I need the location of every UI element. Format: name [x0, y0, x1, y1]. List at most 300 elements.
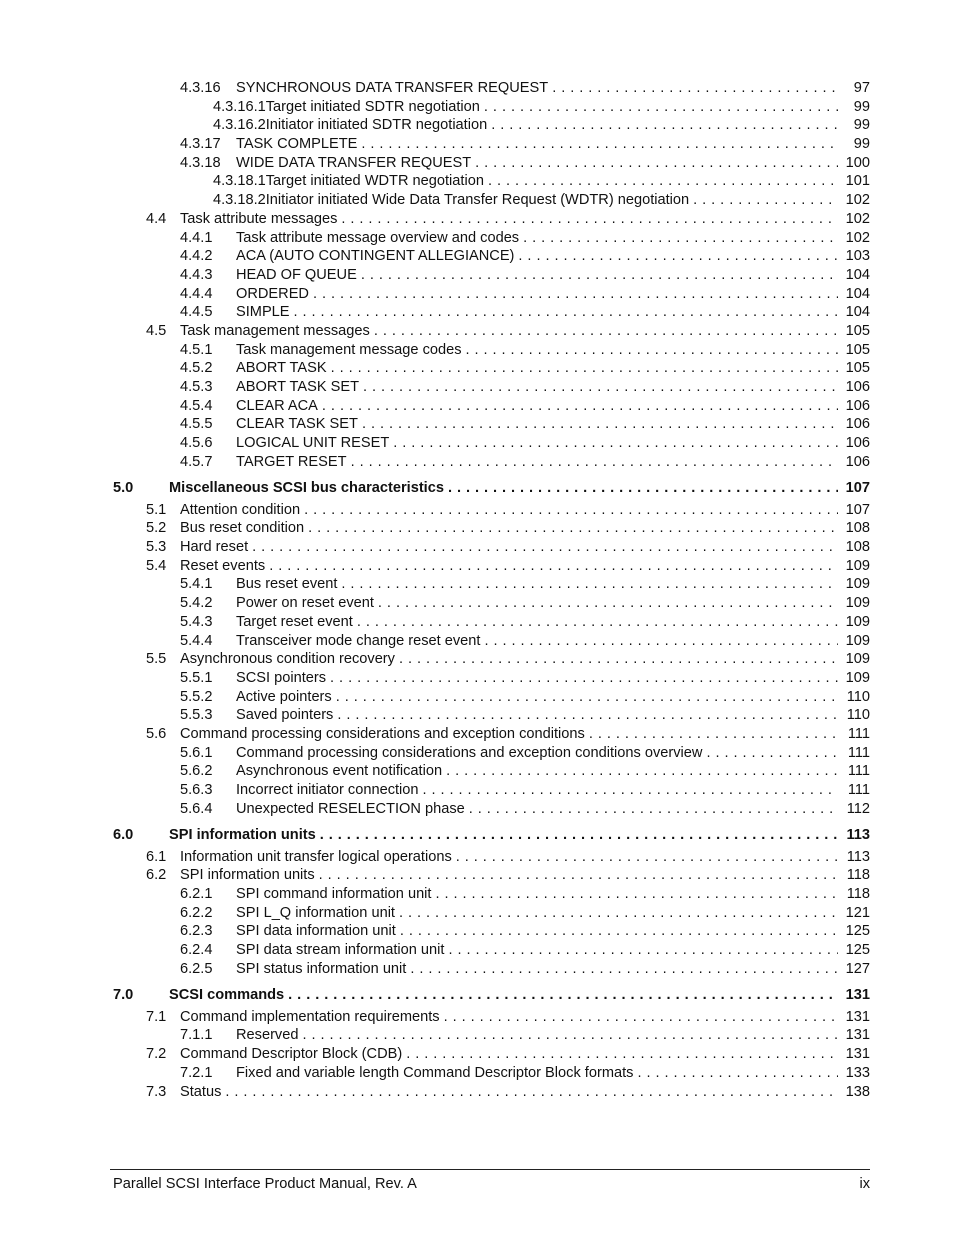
toc-entry — [213, 191, 870, 210]
toc-entry-number: 4.5.3 — [180, 379, 213, 395]
toc-entry-number: 7.2.1 — [180, 1064, 213, 1081]
toc-page-number: 111 — [847, 744, 870, 761]
toc-entry-title: Bus reset event — [236, 576, 338, 593]
toc-entry — [236, 941, 870, 960]
toc-entry-number: 4.5.2 — [180, 360, 213, 377]
toc-entry — [236, 434, 870, 453]
toc-entry-row[interactable] — [0, 706, 954, 725]
dot-leader — [406, 1045, 838, 1064]
toc-entry-title: SPI L_Q information unit — [236, 904, 395, 921]
toc-page-number: 106 — [845, 453, 870, 470]
dot-leader — [320, 826, 838, 845]
dot-leader — [361, 266, 838, 285]
toc-entry-title: Power on reset event — [236, 595, 374, 612]
toc-chapter-row[interactable] — [0, 986, 954, 1005]
toc-entry-row[interactable] — [0, 904, 954, 923]
dot-leader — [518, 247, 838, 266]
dot-leader — [357, 613, 838, 632]
toc-entry-title: ORDERED — [236, 285, 309, 302]
toc-page-number: 125 — [845, 923, 870, 940]
toc-entry-row[interactable] — [0, 538, 954, 557]
toc-entry-title: Asynchronous event notification — [236, 763, 443, 780]
dot-leader — [446, 762, 838, 781]
toc-entry — [180, 848, 870, 867]
toc-entry-title: Active pointers — [236, 688, 332, 705]
toc-entry-title: SPI command information unit — [236, 886, 432, 903]
toc-entry-row[interactable] — [0, 866, 954, 885]
toc-entry-title: Status — [180, 1083, 222, 1100]
toc-entry-title: CLEAR ACA — [236, 397, 318, 414]
toc-page-number: 105 — [845, 322, 870, 339]
toc-entry-number: 5.6.2 — [180, 763, 213, 780]
toc-entry-row[interactable] — [0, 688, 954, 707]
toc-entry-row[interactable] — [0, 781, 954, 800]
toc-page-number: 106 — [845, 435, 870, 452]
toc-entry — [180, 650, 870, 669]
toc-entry-row[interactable] — [0, 229, 954, 248]
dot-leader — [466, 341, 838, 360]
dot-leader — [484, 632, 838, 651]
toc-entry-row[interactable] — [0, 575, 954, 594]
toc-entry — [180, 210, 870, 229]
toc-entry-number: 7.1 — [146, 1008, 167, 1025]
toc-entry-title: Miscellaneous SCSI bus characteristics — [169, 480, 444, 497]
toc-entry — [236, 1064, 870, 1083]
toc-entry-row[interactable] — [0, 415, 954, 434]
toc-page-number: 109 — [845, 651, 870, 668]
toc-entry-number: 4.5 — [146, 322, 167, 339]
toc-page-number: 131 — [845, 1046, 870, 1063]
toc-entry-number: 6.2.3 — [180, 923, 213, 940]
toc-entry-number: 5.4.1 — [180, 576, 213, 593]
toc-entry-number: 6.2.4 — [180, 942, 213, 959]
toc-entry — [236, 762, 870, 781]
toc-page-number: 102 — [845, 210, 870, 227]
toc-entry — [169, 986, 870, 1005]
toc-entry-title: Unexpected RESELECTION phase — [236, 800, 465, 817]
toc-entry — [180, 866, 870, 885]
toc-page-number: 111 — [847, 763, 870, 780]
toc-entry — [236, 960, 870, 979]
toc-entry-number: 7.2 — [146, 1046, 167, 1063]
toc-entry-number: 7.0 — [113, 987, 134, 1004]
toc-page-number: 118 — [846, 886, 870, 903]
footer-divider — [110, 1169, 870, 1170]
toc-entry — [236, 266, 870, 285]
dot-leader — [330, 669, 838, 688]
toc-entry-row[interactable] — [0, 800, 954, 819]
toc-entry-number: 4.5.1 — [180, 341, 213, 358]
toc-page-number: 118 — [846, 867, 870, 884]
dot-leader — [288, 986, 838, 1005]
toc-entry-title: ABORT TASK SET — [236, 379, 360, 395]
toc-entry — [180, 1008, 870, 1027]
dot-leader — [336, 688, 838, 707]
toc-entry-row[interactable] — [0, 501, 954, 520]
dot-leader — [319, 866, 838, 885]
toc-entry-row[interactable] — [0, 557, 954, 576]
toc-entry-row[interactable] — [0, 359, 954, 378]
dot-leader — [337, 706, 838, 725]
toc-entry — [213, 172, 870, 191]
toc-chapter-row[interactable] — [0, 479, 954, 498]
dot-leader — [313, 285, 838, 304]
toc-page-number: 102 — [845, 192, 870, 209]
toc-entry-number: 5.4 — [146, 557, 167, 574]
toc-entry-row[interactable] — [0, 922, 954, 941]
toc-entry-title: CLEAR TASK SET — [236, 416, 358, 433]
toc-entry-number: 6.1 — [146, 848, 167, 865]
toc-entry — [236, 397, 870, 416]
toc-entry-row[interactable] — [0, 1008, 954, 1027]
toc-page-number: 110 — [846, 688, 870, 705]
toc-page-number: 106 — [845, 416, 870, 433]
toc-entry — [169, 479, 870, 498]
toc-entry-row[interactable] — [0, 341, 954, 360]
toc-page-number: 131 — [845, 987, 870, 1004]
toc-entry-row[interactable] — [0, 116, 954, 135]
toc-page-number: 107 — [845, 501, 870, 518]
dot-leader — [423, 781, 838, 800]
dot-leader — [331, 359, 838, 378]
toc-entry-title: SPI information units — [180, 867, 315, 884]
toc-page-number: 112 — [846, 800, 870, 817]
toc-entry-title-text: Target initiated SDTR negotiation — [265, 98, 480, 115]
toc-page-number: 103 — [845, 248, 870, 265]
toc-entry-number: 4.4.4 — [180, 285, 213, 302]
toc-entry — [236, 229, 870, 248]
toc-entry — [180, 1045, 870, 1064]
toc-entry-row[interactable] — [0, 725, 954, 744]
toc-entry-number: 6.2.5 — [180, 960, 213, 977]
toc-entry-number: 5.5.2 — [180, 688, 213, 705]
toc-entry-row[interactable] — [0, 744, 954, 763]
dot-leader — [491, 116, 838, 135]
toc-entry-title: Saved pointers — [236, 707, 334, 724]
toc-entry-row[interactable] — [0, 191, 954, 210]
toc-entry-row[interactable] — [0, 397, 954, 416]
toc-entry-row[interactable] — [0, 1064, 954, 1083]
toc-page-number: 107 — [845, 480, 870, 497]
toc-page-number: 113 — [846, 848, 870, 865]
toc-entry-number: 5.4.4 — [180, 632, 213, 649]
dot-leader — [341, 210, 838, 229]
toc-entry — [236, 1026, 870, 1045]
toc-entry-title: SPI data stream information unit — [236, 942, 445, 959]
toc-entry — [180, 519, 870, 538]
dot-leader — [469, 800, 838, 819]
toc-entry-title: Fixed and variable length Command Descriptor Block formats — [236, 1064, 634, 1081]
toc-page-number: 113 — [846, 827, 870, 843]
toc-entry-title: SYNCHRONOUS DATA TRANSFER REQUEST — [236, 80, 549, 96]
toc-entry-number: 4.5.7 — [180, 453, 213, 470]
toc-entry-title: ACA (AUTO CONTINGENT ALLEGIANCE) — [236, 248, 515, 265]
dot-leader — [341, 575, 838, 594]
dot-leader — [374, 322, 838, 341]
toc-entry-row[interactable] — [0, 650, 954, 669]
toc-entry-title: Reset events — [180, 557, 266, 574]
toc-entry — [236, 378, 870, 397]
toc-page-number: 102 — [845, 229, 870, 246]
toc-page-number: 104 — [845, 266, 870, 283]
toc-entry-title: Attention condition — [180, 501, 301, 518]
toc-entry-number: 4.3.16 — [180, 80, 221, 96]
toc-entry-number: 4.3.17 — [180, 136, 221, 153]
toc-entry-row[interactable] — [0, 135, 954, 154]
toc-entry-title: SPI data information unit — [236, 923, 396, 940]
toc-page-number: 101 — [845, 173, 870, 190]
toc-entry-number: 5.1 — [146, 501, 167, 518]
dot-leader — [399, 650, 838, 669]
dot-leader — [488, 172, 838, 191]
toc-entry-number: 5.5.3 — [180, 707, 213, 724]
dot-leader — [456, 848, 838, 867]
toc-entry-row[interactable] — [0, 594, 954, 613]
toc-entry-row[interactable] — [0, 1026, 954, 1045]
toc-entry-row[interactable] — [0, 669, 954, 688]
toc-entry-row[interactable] — [0, 762, 954, 781]
toc-entry-row[interactable] — [0, 172, 954, 191]
toc-entry-title: Transceiver mode change reset event — [236, 632, 481, 649]
toc-page-number: 99 — [853, 117, 870, 134]
toc-entry-number: 5.3 — [146, 539, 167, 556]
toc-entry-row[interactable] — [0, 154, 954, 173]
toc-entry — [236, 922, 870, 941]
toc-entry — [236, 781, 870, 800]
toc-entry-number: 5.0 — [113, 480, 134, 497]
toc-page-number: 109 — [845, 576, 870, 593]
toc-entry — [236, 247, 870, 266]
toc-page-number: 104 — [845, 304, 870, 321]
dot-leader — [361, 135, 838, 154]
dot-leader — [378, 594, 838, 613]
toc-entry — [236, 359, 870, 378]
toc-page-number: 105 — [845, 341, 870, 358]
toc-entry-row[interactable] — [0, 885, 954, 904]
toc-entry-number: 6.2 — [146, 867, 167, 884]
toc-entry-number: 5.4.3 — [180, 613, 213, 630]
toc-page-number: 109 — [845, 595, 870, 612]
toc-page-number: 131 — [845, 1008, 870, 1025]
toc-entry — [236, 594, 870, 613]
toc-page-number: 108 — [845, 520, 870, 537]
dot-leader — [363, 378, 838, 397]
toc-entry-row[interactable] — [0, 210, 954, 229]
toc-page-number: 108 — [845, 539, 870, 556]
toc-page-number: 99 — [853, 136, 870, 153]
toc-entry — [236, 800, 870, 819]
dot-leader — [322, 397, 838, 416]
toc-entry-row[interactable] — [0, 1045, 954, 1064]
toc-entry — [236, 341, 870, 360]
toc-entry — [236, 688, 870, 707]
toc-entry-number: 5.2 — [146, 520, 167, 537]
toc-entry — [180, 1083, 870, 1102]
toc-entry-title — [213, 98, 484, 117]
toc-entry-title: HEAD OF QUEUE — [236, 266, 357, 283]
toc-entry-title — [213, 172, 488, 191]
dot-leader — [393, 434, 838, 453]
dot-leader — [435, 885, 838, 904]
toc-entry — [236, 613, 870, 632]
dot-leader — [637, 1064, 838, 1083]
toc-entry-title: Asynchronous condition recovery — [180, 651, 395, 668]
toc-entry-title — [213, 191, 693, 210]
toc-entry-row[interactable] — [0, 98, 954, 117]
dot-leader — [225, 1083, 838, 1102]
toc-page-number: 97 — [853, 80, 870, 96]
footer-document-title: Parallel SCSI Interface Product Manual, Rev. A — [113, 1176, 417, 1192]
toc-entry-row[interactable] — [0, 848, 954, 867]
dot-leader — [351, 453, 838, 472]
toc-entry-number: 4.3.18.1 — [213, 173, 266, 190]
toc-entry — [180, 501, 870, 520]
toc-entry-title: TARGET RESET — [236, 453, 347, 470]
dot-leader — [523, 229, 838, 248]
toc-entry-row[interactable] — [0, 632, 954, 651]
toc-entry — [236, 135, 870, 154]
toc-entry-row[interactable] — [0, 519, 954, 538]
toc-entry-title-text: Initiator initiated SDTR negotiation — [265, 117, 488, 134]
toc-page-number: 131 — [845, 1027, 870, 1044]
toc-page-number: 127 — [845, 960, 870, 977]
toc-entry-title: SIMPLE — [236, 304, 290, 321]
toc-entry-title: Incorrect initiator connection — [236, 782, 419, 799]
toc-page-number: 100 — [845, 154, 870, 171]
toc-entry-number: 6.2.1 — [180, 886, 213, 903]
toc-entry-title-text: Initiator initiated Wide Data Transfer Request (WDTR) negotiation — [265, 192, 690, 209]
toc-entry-number: 4.4.3 — [180, 266, 213, 283]
toc-entry-row[interactable] — [0, 378, 954, 397]
toc-entry — [236, 669, 870, 688]
toc-entry-number: 4.4.1 — [180, 229, 213, 246]
toc-entry — [236, 154, 870, 173]
toc-entry-row[interactable] — [0, 247, 954, 266]
dot-leader — [693, 191, 838, 210]
toc-entry — [236, 303, 870, 322]
toc-entry-row[interactable] — [0, 1083, 954, 1102]
dot-leader — [475, 154, 838, 173]
toc-entry-number: 4.4.2 — [180, 248, 213, 265]
toc-page-number: 110 — [846, 707, 870, 724]
toc-entry-row[interactable] — [0, 941, 954, 960]
toc-page-number: 104 — [845, 285, 870, 302]
dot-leader — [269, 557, 838, 576]
toc-entry-number: 4.3.16.1 — [213, 98, 266, 115]
toc-entry-row[interactable] — [0, 453, 954, 472]
toc-entry-number: 4.3.18 — [180, 154, 221, 171]
dot-leader — [399, 904, 838, 923]
toc-page-number: 109 — [845, 613, 870, 630]
toc-entry-row[interactable] — [0, 303, 954, 322]
toc-entry — [180, 725, 870, 744]
toc-entry-title: Command processing considerations and exception conditions — [180, 725, 585, 742]
toc-entry-title: Task attribute message overview and codes — [236, 229, 520, 246]
toc-entry — [236, 285, 870, 304]
toc-page-number: 125 — [845, 942, 870, 959]
toc-entry-number: 5.6.4 — [180, 800, 213, 817]
toc-entry-row[interactable] — [0, 79, 954, 98]
toc-entry-title: LOGICAL UNIT RESET — [236, 435, 390, 452]
toc-entry-number: 4.5.5 — [180, 416, 213, 433]
toc-page-number: 105 — [845, 360, 870, 377]
toc-entry-title: TASK COMPLETE — [236, 136, 358, 153]
toc-entry-title: WIDE DATA TRANSFER REQUEST — [236, 154, 472, 171]
dot-leader — [302, 1026, 838, 1045]
toc-entry-row[interactable] — [0, 266, 954, 285]
toc-entry — [180, 557, 870, 576]
toc-entry-number: 7.3 — [146, 1083, 167, 1100]
toc-page-number: 138 — [845, 1083, 870, 1100]
toc-entry-title: Command processing considerations and exception conditions overview — [236, 744, 703, 761]
toc-entry — [236, 885, 870, 904]
toc-page-number: 106 — [845, 397, 870, 414]
toc-entry-title: SPI information units — [169, 827, 316, 843]
dot-leader — [252, 538, 838, 557]
footer-page-number: ix — [859, 1176, 870, 1192]
toc-entry-row[interactable] — [0, 285, 954, 304]
toc-entry-title: Target reset event — [236, 613, 353, 630]
toc-entry — [236, 575, 870, 594]
dot-leader — [294, 303, 838, 322]
toc-entry — [236, 453, 870, 472]
dot-leader — [410, 960, 838, 979]
toc-entry-title: Bus reset condition — [180, 520, 305, 537]
toc-page-number: 111 — [847, 782, 870, 799]
toc-entry — [236, 79, 870, 98]
toc-entry-title: Task attribute messages — [180, 210, 338, 227]
toc-entry — [236, 744, 870, 763]
toc-entry-title: Task management messages — [180, 322, 370, 339]
dot-leader — [304, 501, 838, 520]
dot-leader — [589, 725, 838, 744]
toc-entry-row[interactable] — [0, 322, 954, 341]
toc-entry-number: 4.3.16.2 — [213, 117, 266, 134]
toc-entry-title: Command Descriptor Block (CDB) — [180, 1046, 403, 1063]
toc-chapter-row[interactable] — [0, 826, 954, 845]
toc-entry-number: 5.5.1 — [180, 669, 213, 686]
toc-entry-row[interactable] — [0, 434, 954, 453]
toc-entry-number: 4.5.4 — [180, 397, 213, 414]
toc-page-number: 111 — [847, 725, 870, 742]
toc-page-number: 121 — [845, 904, 870, 921]
toc-entry-row[interactable] — [0, 960, 954, 979]
toc-page-number: 109 — [845, 557, 870, 574]
toc-entry-number: 4.5.6 — [180, 435, 213, 452]
toc-entry-number: 6.0 — [113, 827, 134, 843]
dot-leader — [444, 1008, 838, 1027]
toc-entry-number: 6.2.2 — [180, 904, 213, 921]
toc-entry — [213, 116, 870, 135]
dot-leader — [362, 415, 838, 434]
toc-entry-number: 5.6.3 — [180, 782, 213, 799]
toc-entry-title: Task management message codes — [236, 341, 462, 358]
toc-entry-number: 5.6.1 — [180, 744, 213, 761]
toc-page-number: 133 — [845, 1064, 870, 1081]
toc-page-number: 106 — [845, 379, 870, 395]
toc-entry — [169, 826, 870, 845]
toc-entry — [213, 98, 870, 117]
toc-entry-title-text: Target initiated WDTR negotiation — [265, 173, 484, 190]
toc-entry-number: 5.4.2 — [180, 595, 213, 612]
toc-entry-number: 4.4.5 — [180, 304, 213, 321]
toc-entry — [236, 415, 870, 434]
dot-leader — [484, 98, 838, 117]
toc-entry-title — [213, 116, 491, 135]
toc-entry-number: 5.6 — [146, 725, 167, 742]
toc-entry-row[interactable] — [0, 613, 954, 632]
toc-entry-title: ABORT TASK — [236, 360, 327, 377]
